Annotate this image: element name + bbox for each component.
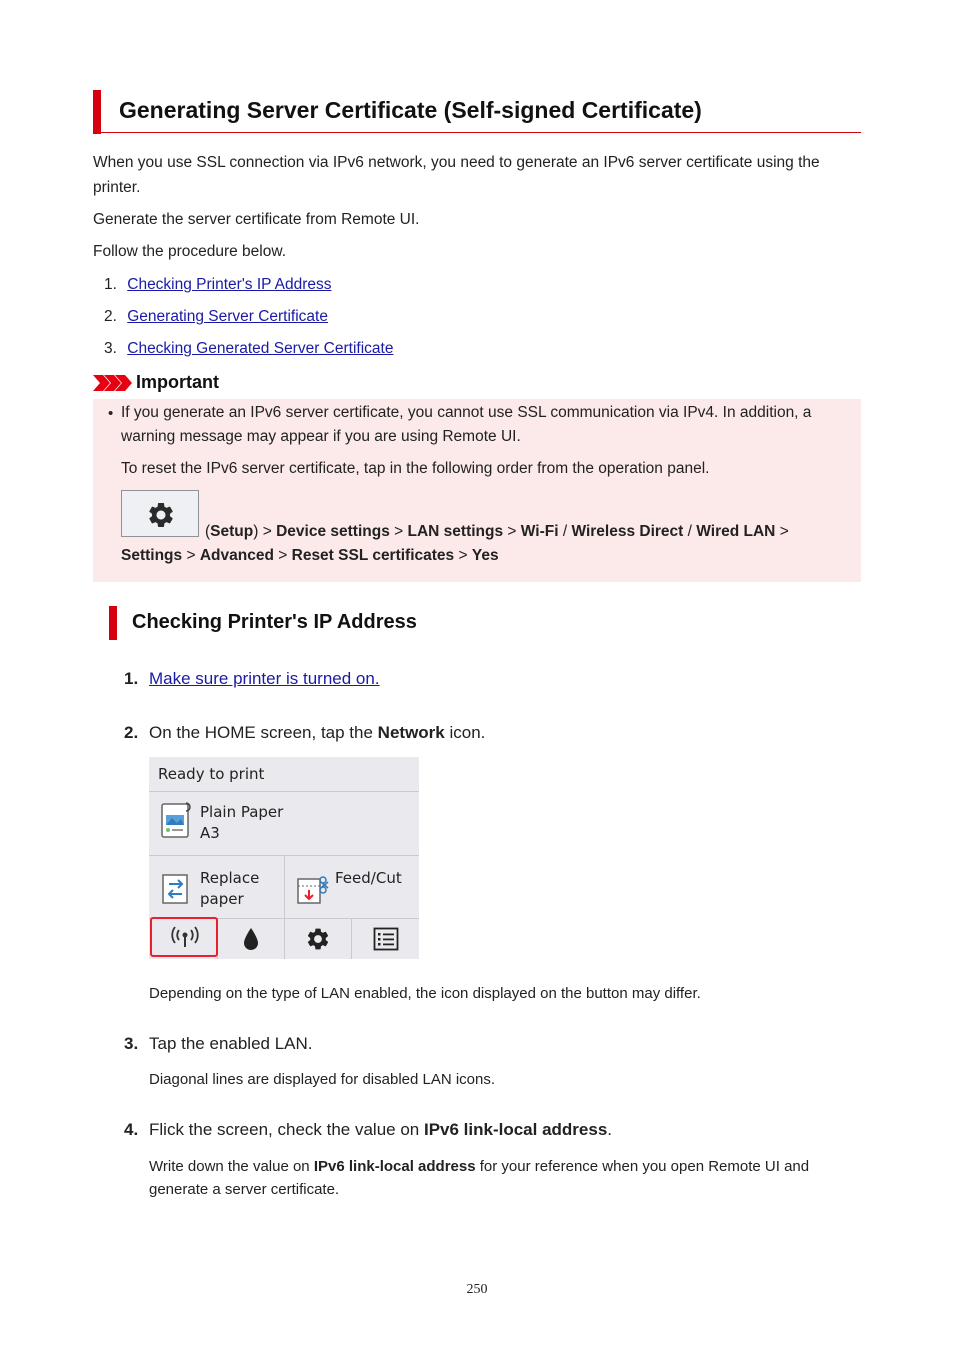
heading-accent-bar [93, 90, 101, 134]
step-4-text: Flick the screen, check the value on IPv6 link-local address. [149, 1120, 613, 1139]
printer-home-screen [149, 757, 419, 959]
link-checking-ip[interactable]: Checking Printer's IP Address [127, 276, 332, 293]
intro-line-2: printer. [93, 179, 141, 196]
link-make-sure-printer-on[interactable]: Make sure printer is turned on. [149, 669, 380, 688]
link-checking-generated-cert[interactable]: Checking Generated Server Certificate [127, 340, 394, 357]
screen-replace-line-2: paper [200, 890, 244, 908]
screen-replace-line-1: Replace [200, 869, 260, 887]
intro-follow: Follow the procedure below. [93, 243, 287, 260]
settings-path-line-1: (Setup) > Device settings > LAN settings > Wi-Fi / Wireless Direct / Wired LAN > [205, 523, 789, 540]
screen-feed-cut: Feed/Cut [335, 869, 402, 887]
note-write-down-line-2: generate a server certificate. [149, 1181, 340, 1198]
step-number: 2. [124, 723, 139, 742]
important-arrows-icon [93, 375, 133, 391]
procedure-item-3 [104, 340, 393, 358]
path-yes: Yes [471, 547, 499, 564]
step-2-text: On the HOME screen, tap the Network icon. [149, 723, 486, 742]
settings-path-line-2: Settings > Advanced > Reset SSL certificates > Yes [121, 547, 499, 564]
step-number: 1. [124, 669, 139, 688]
note-icon-may-differ: Depending on the type of LAN enabled, the icon displayed on the button may differ. [149, 985, 701, 1002]
path-advanced: Advanced [199, 547, 274, 564]
path-settings: Settings [121, 547, 183, 564]
path-reset-ssl: Reset SSL certificates [291, 547, 455, 564]
path-wired-lan: Wired LAN [696, 523, 776, 540]
bullet: • [108, 405, 114, 422]
step-number: 4. [124, 1120, 139, 1139]
network-icon [168, 926, 202, 950]
important-line-2: warning message may appear if you are using Remote UI. [121, 428, 521, 445]
note-diagonal-lines: Diagonal lines are displayed for disabled LAN icons. [149, 1071, 496, 1088]
procedure-item-2 [104, 308, 328, 326]
step-3-text: Tap the enabled LAN. [149, 1034, 313, 1053]
procedure-number: 3. [104, 340, 117, 357]
section-title: Checking Printer's IP Address [132, 611, 417, 633]
screen-paper-line-1: Plain Paper [200, 803, 284, 821]
path-device-settings: Device settings [276, 523, 390, 540]
intro-line-1: When you use SSL connection via IPv6 network, you need to generate an IPv6 server certificate using the [93, 154, 820, 171]
gear-icon[interactable] [305, 926, 331, 952]
important-title: Important [136, 372, 219, 392]
path-setup: Setup [210, 523, 254, 540]
screen-paper-line-2: A3 [200, 824, 220, 842]
section-accent-bar [109, 606, 117, 640]
network-button-highlight[interactable] [150, 917, 218, 957]
path-wifi: Wi-Fi [520, 523, 559, 540]
important-reset-text: To reset the IPv6 server certificate, tap in the following order from the operation panel. [121, 460, 710, 477]
step-number: 3. [124, 1034, 139, 1053]
ink-drop-icon[interactable] [242, 927, 260, 951]
procedure-number: 1. [104, 276, 117, 293]
page-title: Generating Server Certificate (Self-signed Certificate) [119, 97, 702, 123]
note-write-down-line-1: Write down the value on IPv6 link-local address for your reference when you open Remote UI and [149, 1158, 810, 1175]
list-icon[interactable] [373, 927, 399, 951]
path-lan-settings: LAN settings [407, 523, 504, 540]
feed-cut-icon [296, 875, 330, 907]
paper-icon [159, 801, 195, 839]
link-generating-cert[interactable]: Generating Server Certificate [127, 308, 328, 325]
important-line-1: If you generate an IPv6 server certificate, you cannot use SSL communication via IPv4. In addition, a [121, 404, 812, 421]
screen-status: Ready to print [158, 765, 265, 783]
path-wireless-direct: Wireless Direct [571, 523, 684, 540]
heading-underline [101, 132, 861, 133]
procedure-number: 2. [104, 308, 117, 325]
page-number: 250 [466, 1282, 488, 1297]
intro-remote-ui: Generate the server certificate from Remote UI. [93, 211, 420, 228]
gear-icon [146, 500, 176, 530]
replace-paper-icon [161, 873, 191, 905]
procedure-item-1 [104, 276, 332, 294]
setup-button-image [121, 490, 199, 537]
